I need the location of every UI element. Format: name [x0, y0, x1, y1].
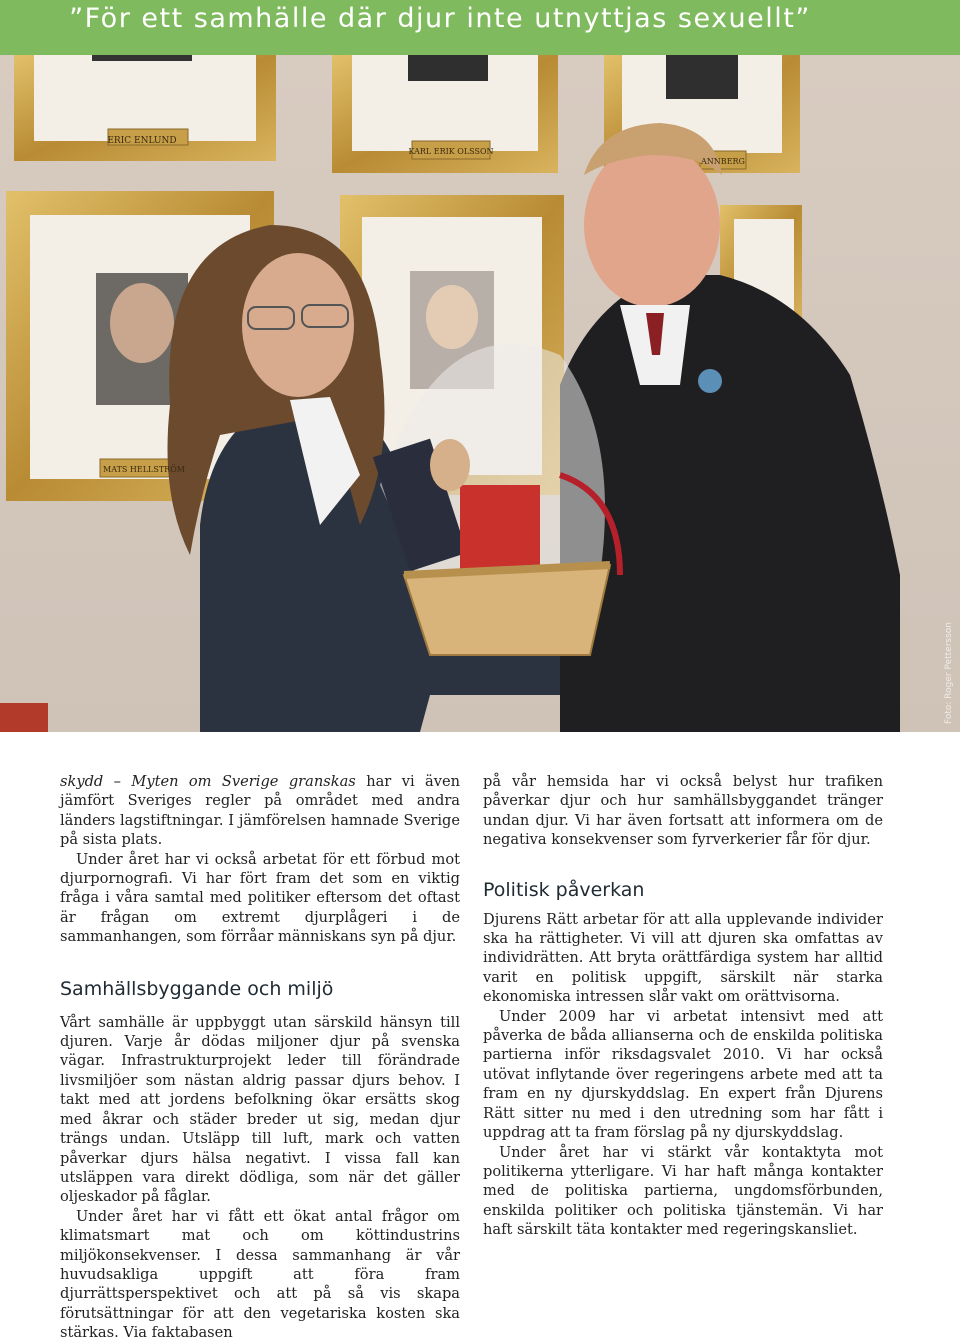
photo-illustration: [0, 55, 960, 732]
photo-credit: Foto: Roger Pettersson: [944, 622, 954, 724]
chair-back: [0, 703, 48, 732]
paragraph: Under året har vi fått ett ökat antal frågor om klimatsmart mat och om köttindustrins miljökonsekvenser. I dessa sammanhang är vår huvudsakliga uppgift att föra fram djurrättsperspektivet och att på så vis skapa förutsättningar för att den vegetariska kosten ska stärkas. Via faktabasen: [60, 1207, 460, 1342]
section-heading: Politisk påverkan: [483, 878, 645, 901]
left-column: [60, 772, 460, 1343]
paragraph: Djurens Rätt arbetar för att alla upplevande individer ska ha rättigheter. Vi vill att djuren ska omfattas av individrätten. Att bryta orättfärdiga system har alltid varit en politisk uppgift, särskilt när starka ekonomiska intressen slår vakt om orättvisorna.: [483, 910, 883, 1006]
italic-title: skydd – Myten om Sverige granskas: [60, 773, 356, 790]
page-title-banner: [0, 0, 960, 55]
plaque-label: KARL ERIK OLSSON: [408, 147, 494, 156]
page-title: ”För ett samhälle där djur inte utnyttjas sexuellt”: [69, 3, 811, 34]
paragraph: Vårt samhälle är uppbyggt utan särskild hänsyn till djuren. Varje år dödas miljoner djur på svenska vägar. Infrastrukturprojekt leder till förändrade livsmiljöer som nästan aldrig passar djurs behov. I takt med att jordens befolkning ökar ersätts skog med åkrar och städer breder ut sig, medan djur trängs undan. Utsläpp till luft, mark och vatten påverkar djurs hälsa negativt. I vissa fall kan utsläppen vara direkt dödliga, som när det gäller oljeskador på fåglar.: [60, 1013, 460, 1206]
plaque-label: ERIC ENLUND: [107, 136, 177, 146]
paragraph: på vår hemsida har vi också belyst hur trafiken påverkar djur och hur samhällsbyggandet tränger undan djur. Vi har även fortsatt att informera om de negativa konsekvenser som fyrverkerier får för djur.: [483, 773, 883, 849]
section-heading: Samhällsbyggande och miljö: [60, 977, 334, 1000]
paragraph: Under 2009 har vi arbetat intensivt med att påverka de båda allianserna och de enskilda politiska partierna inför riksdagsvalet 2010. Vi har också utövat inflytande över regeringens arbete med att ta fram en ny djurskyddslag. En expert från Djurens Rätt sitter nu med i den utredning som har fått i uppdrag att ta fram förslag på ny djurskyddslag.: [483, 1007, 883, 1142]
paragraph: Under året har vi stärkt vår kontaktyta mot politikerna ytterligare. Vi har haft många kontakter med de politiska partierna, ungdomsförbunden, enskilda politiker och politiska tjänstemän. Vi har haft särskilt täta kontakter med regeringskansliet.: [483, 1143, 883, 1239]
plaque-label: MATS HELLSTRÖM: [103, 465, 185, 474]
paragraph-text: har vi även jämfört Sveriges regler på området med andra länders lagstiftningar. I jämförelsen hamnade Sverige på sista plats.: [60, 773, 461, 849]
plaque-label: ANNBERG: [701, 157, 745, 166]
paragraph: Under året har vi också arbetat för ett förbud mot djurpornografi. Vi har fört fram det som en viktig fråga i våra samtal med politiker eftersom det oftast är frågan om extremt djurplågeri i de sammanhangen, som förråar människans syn på djur.: [60, 850, 460, 946]
paragraph: [60, 772, 460, 850]
photo: [0, 55, 960, 732]
right-column: [483, 772, 883, 1240]
